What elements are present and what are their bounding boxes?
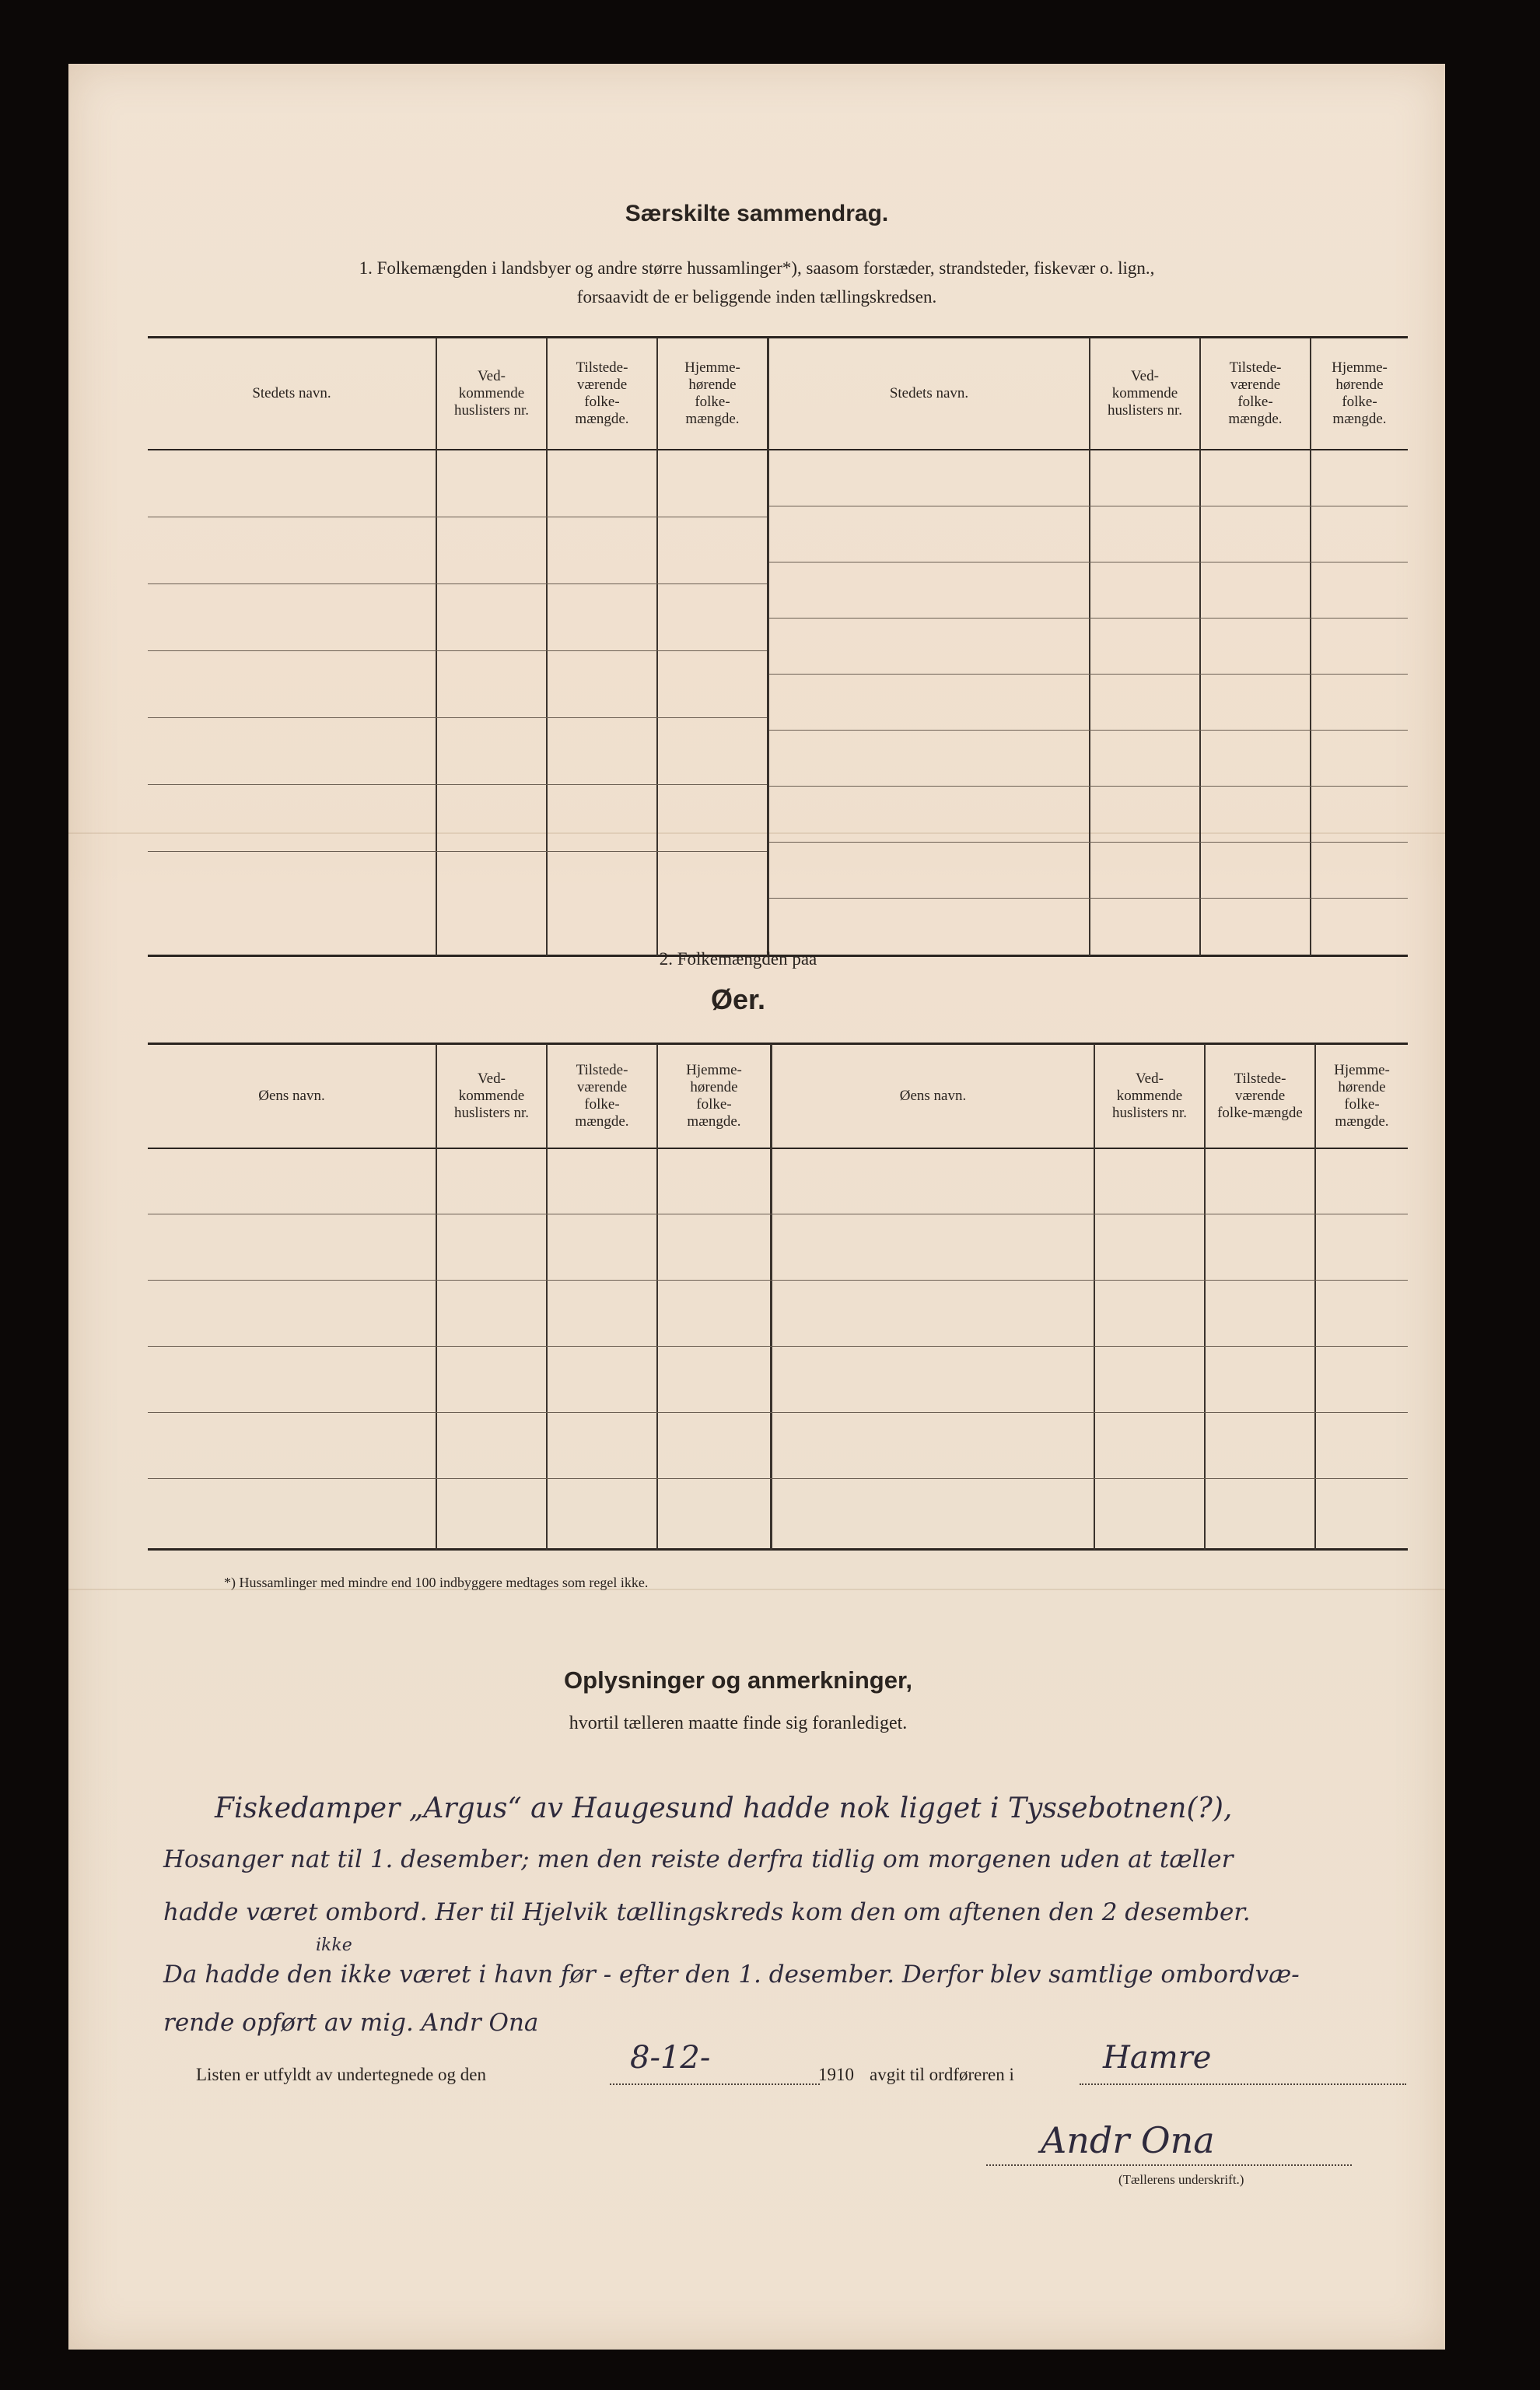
header-resident-population-2: Hjemme-hørende folke-mængde. — [1332, 359, 1388, 427]
header-present-population: Tilstede-værende folke-mængde. — [575, 1062, 629, 1130]
signature-line — [986, 2164, 1352, 2166]
settlements-table — [148, 336, 1408, 958]
header-resident-population: Hjemme-hørende folke-mængde. — [684, 359, 740, 427]
section1-description-line2: forsaavidt de er beliggende inden tællingskredsen. — [576, 287, 937, 307]
place-field-line — [1080, 2083, 1406, 2085]
header-resident-population: Hjemme-hørende folke-mængde. — [686, 1062, 742, 1130]
attestation-prefix: Listen er utfyldt av undertegnede og den — [196, 2065, 486, 2084]
signature-caption: (Tællerens underskrift.) — [1118, 2172, 1244, 2187]
place-field-value: Hamre — [1103, 2040, 1212, 2076]
handwritten-remark-line: Hosanger nat til 1. desember; men den reiste derfra tidlig om morgenen uden at tæller — [163, 1845, 1234, 1873]
date-field-line — [610, 2083, 820, 2085]
date-field-value: 8-12- — [630, 2040, 711, 2076]
attestation-middle: avgit til ordføreren i — [870, 2065, 1014, 2084]
attestation-year: 1910 — [818, 2065, 854, 2084]
remarks-subtitle: hvortil tælleren maatte finde sig foranlediget. — [569, 1713, 908, 1733]
section2-description: 2. Folkemængden paa — [659, 949, 817, 969]
handwritten-insert: ikke — [316, 1936, 352, 1955]
footnote: *) Hussamlinger med mindre end 100 indbyggere medtages som regel ikke. — [224, 1575, 649, 1590]
header-present-population-2: Tilstede-værende folke-mængde. — [1228, 359, 1283, 427]
handwritten-remark-line: hadde været ombord. Her til Hjelvik tællingskreds kom den om aftenen den 2 desember. — [163, 1898, 1251, 1926]
handwritten-remark-line: Da hadde den ikke været i havn før - efter den 1. desember. Derfor blev samtlige ombordvæ- — [163, 1961, 1300, 1989]
header-island-name-2: Øens navn. — [899, 1088, 967, 1104]
header-island-name: Øens navn. — [258, 1088, 325, 1104]
header-resident-population-2: Hjemme-hørende folke-mængde. — [1334, 1062, 1390, 1130]
header-place-name-2: Stedets navn. — [889, 385, 969, 401]
header-household-list-nr-2: Ved-kommende huslisters nr. — [1111, 1071, 1188, 1121]
header-household-list-nr: Ved-kommende huslisters nr. — [453, 368, 530, 419]
header-household-list-nr-2: Ved-kommende huslisters nr. — [1107, 368, 1183, 419]
islands-table — [148, 1043, 1408, 1618]
header-place-name: Stedets navn. — [252, 385, 331, 401]
remarks-title: Oplysninger og anmerkninger, — [564, 1666, 912, 1694]
enumerator-signature: Andr Ona — [1041, 2119, 1215, 2161]
census-form-page — [68, 64, 1445, 2350]
header-present-population: Tilstede-værende folke-mængde. — [575, 359, 629, 427]
header-household-list-nr: Ved-kommende huslisters nr. — [453, 1071, 530, 1121]
section1-description-line1: 1. Folkemængden i landsbyer og andre større hussamlinger*), saasom forstæder, strandsteder, fiskevær o. lign., — [359, 258, 1155, 278]
header-present-population-2: Tilstede-værende folke-mængde — [1217, 1071, 1303, 1121]
section2-heading: Øer. — [710, 983, 766, 1015]
handwritten-remark-line: rende opført av mig. Andr Ona — [163, 2009, 539, 2037]
section-title: Særskilte sammendrag. — [625, 201, 889, 226]
handwritten-remark-line: Fiskedamper „Argus“ av Haugesund hadde nok ligget i Tyssebotnen(?), — [215, 1792, 1233, 1824]
